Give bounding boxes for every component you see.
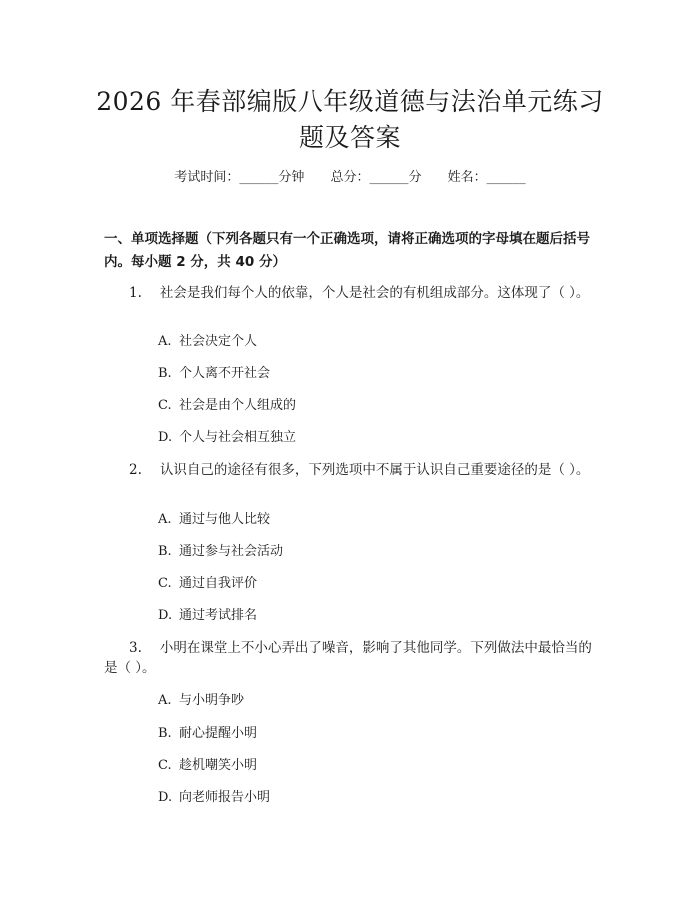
total-score-field: 总分：______分 [330,170,422,185]
section-heading: 一、单项选择题（下列各题只有一个正确选项，请将正确选项的字母填在题后括号内。每小题 2 分，共 40 分） [104,231,590,270]
option-letter: A. [158,693,172,708]
question-1 [104,283,599,303]
option-text: 通过参与社会活动 [179,544,284,559]
option-letter: C. [158,398,172,413]
option-letter: B. [158,544,172,559]
page-title-line2: 题及答案 [298,123,401,152]
option-text: 耐心提醒小明 [179,726,258,741]
question-3 [104,638,599,678]
option-text: 个人离不开社会 [179,366,271,381]
question-2-option-a [158,511,270,529]
exam-info [0,169,700,187]
question-1-option-c [158,397,296,415]
option-letter: B. [158,726,172,741]
question-3-option-d [158,789,270,807]
option-text: 与小明争吵 [179,693,245,708]
question-2-option-d [158,607,257,625]
question-text: 小明在课堂上不小心弄出了噪音，影响了其他同学。下列做法中最恰当的是（ ）。 [104,640,592,676]
student-name-field: 姓名：______ [447,170,526,185]
option-text: 通过与他人比较 [179,512,271,527]
question-3-option-c [158,757,257,775]
question-number: 3. [129,640,142,656]
question-3-option-a [158,692,244,710]
option-text: 趁机嘲笑小明 [179,758,258,773]
option-letter: D. [158,608,173,623]
option-letter: C. [158,758,172,773]
option-letter: A. [158,334,172,349]
question-1-option-b [158,365,270,383]
question-1-option-d [158,429,296,447]
option-text: 社会决定个人 [179,334,258,349]
question-text: 社会是我们每个人的依靠，个人是社会的有机组成部分。这体现了（ ）。 [159,285,590,301]
question-2 [104,460,599,480]
option-text: 向老师报告小明 [179,790,271,805]
option-text: 通过自我评价 [179,576,258,591]
option-letter: B. [158,366,172,381]
option-text: 个人与社会相互独立 [179,430,297,445]
question-3-option-b [158,725,257,743]
question-2-option-c [158,575,257,593]
option-letter: D. [158,790,173,805]
option-letter: D. [158,430,173,445]
option-text: 通过考试排名 [179,608,258,623]
question-number: 2. [129,462,142,478]
question-text: 认识自己的途径有很多，下列选项中不属于认识自己重要途径的是（ ）。 [159,462,590,478]
option-text: 社会是由个人组成的 [179,398,297,413]
question-2-option-b [158,543,283,561]
question-1-option-a [158,333,257,351]
exam-time-field: 考试时间：______分钟 [174,170,305,185]
option-letter: C. [158,576,172,591]
option-letter: A. [158,512,172,527]
question-number: 1. [129,285,142,301]
page-title-line1: 2026 年春部编版八年级道德与法治单元练习 [96,87,604,116]
